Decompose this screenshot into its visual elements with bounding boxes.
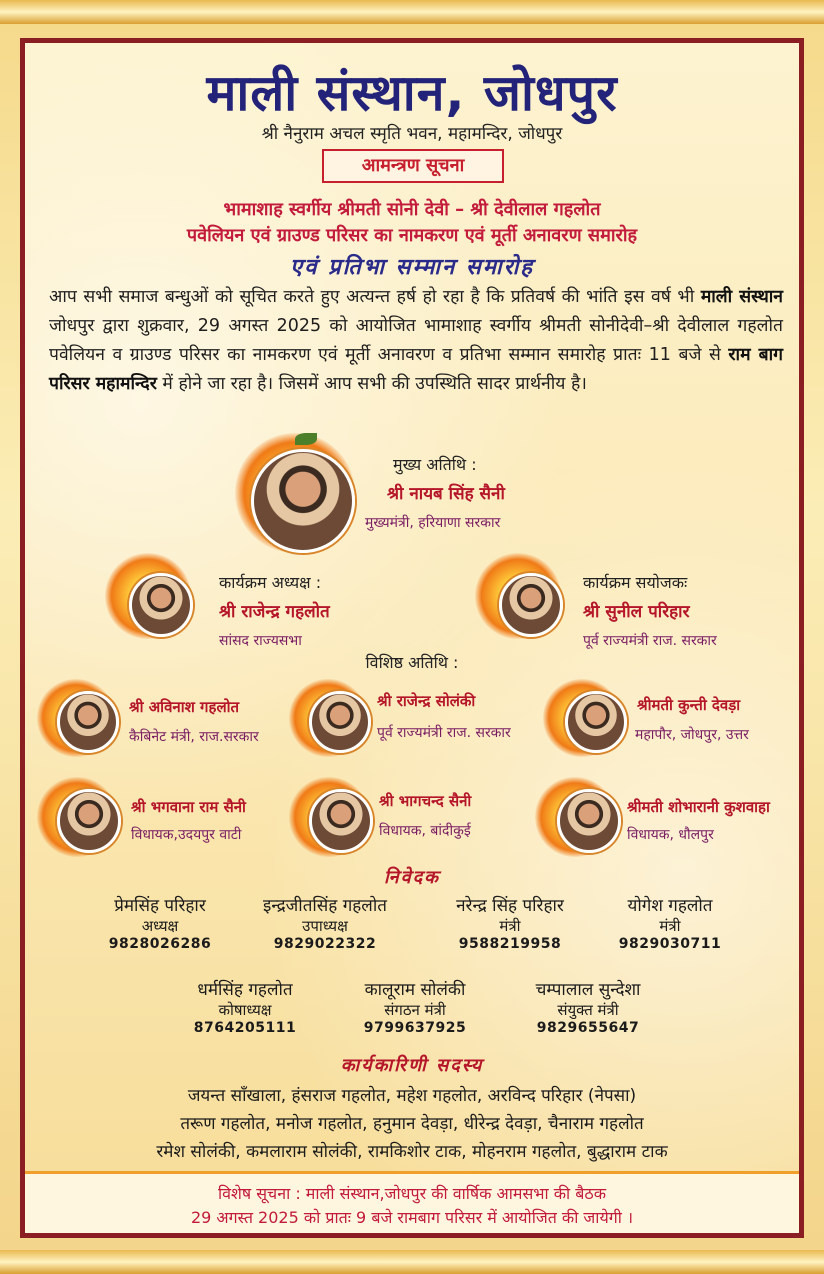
special-notice-line-1: विशेष सूचना : माली संस्थान,जोधपुर की वार्षिक आमसभा की बैठक — [217, 1184, 606, 1203]
special-guest-designation: कैबिनेट मंत्री, राज.सरकार — [129, 729, 259, 745]
special-guest-name: श्रीमती शोभारानी कुशवाहा — [627, 798, 770, 816]
convener-name: श्री सुनील परिहार — [583, 602, 690, 622]
nivedak-member — [235, 893, 415, 952]
special-guest — [289, 777, 539, 861]
president-photo — [129, 573, 193, 637]
special-guest-name: श्री भागचन्द सैनी — [379, 792, 472, 810]
invitation-notice-label: आमन्त्रण सूचना — [322, 149, 504, 183]
event-title-line-1: भामाशाह स्वर्गीय श्रीमती सोनी देवी – श्री देवीलाल गहलोत — [223, 199, 601, 220]
special-guest-designation: पूर्व राज्यमंत्री राज. सरकार — [377, 725, 511, 741]
program-president — [105, 553, 425, 649]
chief-guest-role: मुख्य अतिथि : — [393, 455, 477, 474]
event-title-line-3: एवं प्रतिभा सम्मान समारोह — [290, 255, 534, 280]
president-designation: सांसद राज्यसभा — [219, 633, 302, 649]
member-post: मंत्री — [659, 917, 681, 935]
member-phone: 9829030711 — [618, 936, 722, 952]
invitation-text-1: आप सभी समाज बन्धुओं को सूचित करते हुए अत्यन्त हर्ष हो रहा है कि प्रतिवर्ष की भांति इस वर्ष भी — [49, 287, 701, 307]
executive-heading: कार्यकारिणी सदस्य — [340, 1055, 484, 1076]
nivedak-heading: निवेदक — [383, 867, 441, 888]
convener-photo — [499, 573, 563, 637]
invitation-bold-2: राम बाग परिसर महामन्दिर — [49, 345, 783, 394]
member-phone: 9828026286 — [108, 936, 212, 952]
invitation-text-2: जोधपुर द्वारा शुक्रवार, 29 अगस्त 2025 को आयोजित भामाशाह स्वर्गीय श्रीमती सोनीदेवी–श्री देवीलाल गहलोत पवेलियन व ग्राउण्ड परिसर का नामकरण एवं मूर्ती अनावरण व प्रतिभा सम्मान समारोह प्रातः 11 बजे से — [49, 316, 783, 365]
nivedak-member — [503, 977, 673, 1036]
invitation-paragraph — [49, 283, 783, 399]
chief-guest-name: श्री नायब सिंह सैनी — [387, 484, 505, 504]
member-name: चम्पालाल सुन्देशा — [535, 980, 641, 1000]
special-guest — [535, 777, 805, 861]
president-role: कार्यक्रम अध्यक्ष : — [219, 573, 322, 592]
member-post: संगठन मंत्री — [384, 1001, 446, 1019]
nivedak-member — [85, 893, 235, 952]
member-name: नरेन्द्र सिंह परिहार — [456, 896, 564, 916]
invitation-card — [20, 38, 804, 1238]
member-post: अध्यक्ष — [141, 917, 179, 935]
top-gold-border — [0, 0, 824, 24]
special-guest-name: श्री भगवाना राम सैनी — [131, 798, 246, 816]
president-name: श्री राजेन्द्र गहलोत — [219, 602, 330, 622]
event-title-line-2: पवेलियन एवं ग्राउण्ड परिसर का नामकरण एवं मूर्ती अनावरण समारोह — [186, 225, 638, 246]
member-phone: 9829022322 — [273, 936, 377, 952]
convener-designation: पूर्व राज्यमंत्री राज. सरकार — [583, 633, 717, 649]
member-phone: 9799637925 — [363, 1020, 467, 1036]
member-name: कालूराम सोलंकी — [364, 980, 466, 1000]
special-guest-photo — [565, 691, 627, 753]
chief-guest-photo — [251, 449, 355, 553]
organization-title: माली संस्थान, जोधपुर — [206, 64, 618, 122]
nivedak-member — [165, 977, 325, 1036]
special-guest — [289, 679, 539, 759]
special-guest — [543, 679, 793, 759]
special-guest-photo — [557, 789, 621, 853]
bottom-gold-border — [0, 1250, 824, 1274]
special-guest-name: श्रीमती कुन्ती देवड़ा — [637, 696, 741, 714]
special-guest-photo — [57, 691, 119, 753]
special-guest-photo — [309, 789, 373, 853]
special-guest-photo — [57, 789, 121, 853]
member-post: उपाध्यक्ष — [302, 917, 348, 935]
member-name: धर्मसिंह गहलोत — [197, 980, 293, 1000]
nivedak-member — [335, 977, 495, 1036]
member-phone: 9588219958 — [458, 936, 562, 952]
special-guest-designation: विधायक, बांदीकुई — [379, 823, 471, 839]
special-guests-heading: विशिष्ठ अतिथि : — [365, 653, 459, 672]
chief-guest — [235, 433, 795, 553]
member-post: कोषाध्यक्ष — [218, 1001, 272, 1019]
member-phone: 9829655647 — [536, 1020, 640, 1036]
special-guest-designation: विधायक, धौलपुर — [627, 827, 714, 843]
special-guest — [37, 679, 287, 759]
member-name: योगेश गहलोत — [627, 896, 713, 916]
special-guest-photo — [309, 691, 371, 753]
special-guest — [37, 777, 287, 861]
special-guest-name: श्री अविनाश गहलोत — [129, 698, 240, 716]
executive-members-line-3: रमेश सोलंकी, कमलाराम सोलंकी, रामकिशोर टाक, मोहनराम गहलोत, बुद्धाराम टाक — [156, 1142, 668, 1162]
invitation-bold-1: माली संस्थान — [700, 287, 783, 307]
executive-members-line-2: तरूण गहलोत, मनोज गहलोत, हनुमान देवड़ा, धीरेन्द्र देवड़ा, चैनाराम गहलोत — [180, 1114, 644, 1134]
invitation-text-3: में होने जा रहा है। जिसमें आप सभी की उपस्थिति सादर प्रार्थनीय है। — [156, 374, 587, 394]
special-notice-line-2: 29 अगस्त 2025 को प्रातः 9 बजे रामबाग परिसर में आयोजित की जायेगी । — [190, 1208, 634, 1227]
member-post: मंत्री — [499, 917, 521, 935]
venue-subtitle: श्री नैनुराम अचल स्मृति भवन, महामन्दिर, जोधपुर — [261, 124, 563, 144]
nivedak-member — [425, 893, 595, 952]
member-phone: 8764205111 — [193, 1020, 297, 1036]
leaf-icon — [295, 433, 317, 445]
member-post: संयुक्त मंत्री — [557, 1001, 619, 1019]
program-convener — [475, 553, 795, 649]
executive-members-line-1: जयन्त साँखाला, हंसराज गहलोत, महेश गहलोत, अरविन्द परिहार (नेपसा) — [187, 1086, 637, 1106]
member-name: प्रेमसिंह परिहार — [114, 896, 206, 916]
special-notice-box — [25, 1171, 799, 1233]
member-name: इन्द्रजीतसिंह गहलोत — [263, 896, 387, 916]
nivedak-member — [605, 893, 735, 952]
special-guest-name: श्री राजेन्द्र सोलंकी — [377, 692, 476, 710]
convener-role: कार्यक्रम सयोजकः — [583, 573, 688, 592]
special-guest-designation: विधायक,उदयपुर वाटी — [131, 827, 242, 843]
chief-guest-designation: मुख्यमंत्री, हरियाणा सरकार — [365, 515, 501, 531]
special-guest-designation: महापौर, जोधपुर, उत्तर — [635, 727, 749, 743]
